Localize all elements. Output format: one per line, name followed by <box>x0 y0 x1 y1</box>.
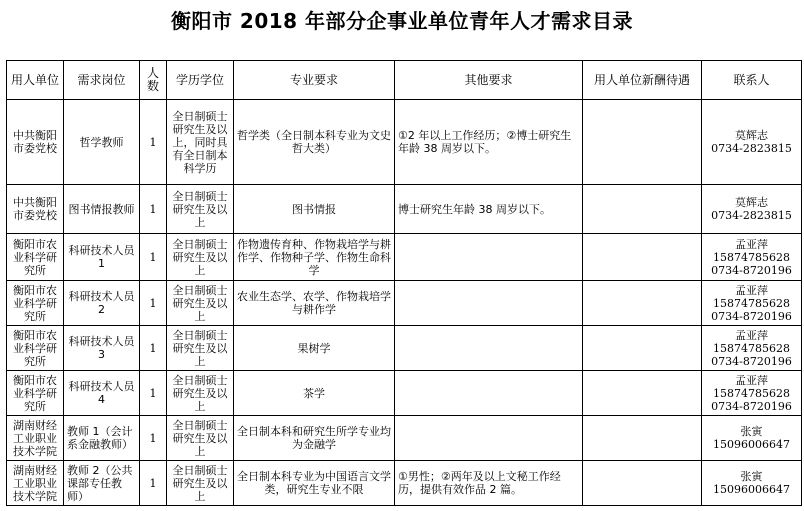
contact-phone: 15874785628 <box>713 296 790 310</box>
cell-other <box>395 371 583 416</box>
header-position: 需求岗位 <box>64 61 140 100</box>
cell-position: 科研技术人员 3 <box>64 326 140 371</box>
cell-count: 1 <box>140 416 167 461</box>
table-row <box>7 371 802 416</box>
table-row <box>7 100 802 185</box>
contact-phone: 0734-2823815 <box>711 142 792 155</box>
cell-count: 1 <box>140 100 167 185</box>
contact-phone: 15874785628 <box>713 341 790 355</box>
contact-name: 孟亚萍 <box>735 237 768 251</box>
contact-name: 孟亚萍 <box>735 373 768 387</box>
contact-name: 莫辉志 <box>735 129 768 142</box>
cell-major: 全日制本科和研究生所学专业均为金融学 <box>234 416 395 461</box>
cell-count: 1 <box>140 281 167 326</box>
cell-major: 农业生态学、农学、作物栽培学与耕作学 <box>234 281 395 326</box>
contact-phone-2: 0734-8720196 <box>711 309 792 323</box>
header-contact: 联系人 <box>702 61 802 100</box>
table-row <box>7 185 802 234</box>
header-count: 人数 <box>140 61 167 100</box>
cell-contact <box>702 326 802 371</box>
cell-other <box>395 234 583 281</box>
contact-phone-2: 0734-8720196 <box>711 354 792 368</box>
header-degree: 学历学位 <box>167 61 234 100</box>
cell-count: 1 <box>140 371 167 416</box>
cell-salary <box>583 185 702 234</box>
cell-degree: 全日制硕士研究生及以上 <box>167 185 234 234</box>
cell-other: ①2 年以上工作经历；②博士研究生年龄 38 周岁以下。 <box>395 100 583 185</box>
table-row <box>7 281 802 326</box>
talent-demand-table <box>6 60 802 506</box>
cell-unit: 湖南财经工业职业技术学院 <box>7 416 64 461</box>
contact-name: 孟亚萍 <box>735 283 768 297</box>
contact-phone: 0734-2823815 <box>711 209 792 222</box>
cell-contact <box>702 371 802 416</box>
cell-salary <box>583 326 702 371</box>
cell-degree: 全日制硕士研究生及以上 <box>167 234 234 281</box>
cell-salary <box>583 416 702 461</box>
cell-position: 教师 1（会计系金融教师） <box>64 416 140 461</box>
header-row <box>7 61 802 100</box>
table-row <box>7 461 802 506</box>
cell-position: 图书情报教师 <box>64 185 140 234</box>
header-major: 专业要求 <box>234 61 395 100</box>
cell-count: 1 <box>140 234 167 281</box>
contact-phone: 15096006647 <box>713 438 790 451</box>
table-row <box>7 416 802 461</box>
cell-major: 哲学类（全日制本科专业为文史哲大类） <box>234 100 395 185</box>
cell-contact <box>702 100 802 185</box>
contact-name: 孟亚萍 <box>735 328 768 342</box>
cell-unit: 湖南财经工业职业技术学院 <box>7 461 64 506</box>
cell-unit: 中共衡阳市委党校 <box>7 100 64 185</box>
cell-salary <box>583 100 702 185</box>
cell-count: 1 <box>140 326 167 371</box>
header-unit: 用人单位 <box>7 61 64 100</box>
cell-degree: 全日制硕士研究生及以上 <box>167 461 234 506</box>
contact-name: 张寅 <box>740 425 763 438</box>
cell-other <box>395 281 583 326</box>
cell-degree: 全日制硕士研究生及以上 <box>167 281 234 326</box>
cell-salary <box>583 281 702 326</box>
contact-phone-2: 0734-8720196 <box>711 263 792 277</box>
cell-position: 教师 2（公共课部专任教师） <box>64 461 140 506</box>
contact-phone: 15874785628 <box>713 250 790 264</box>
contact-phone-2: 0734-8720196 <box>711 399 792 413</box>
cell-position: 科研技术人员 2 <box>64 281 140 326</box>
cell-other <box>395 416 583 461</box>
page-title: 衡阳市 2018 年部分企事业单位青年人才需求目录 <box>170 9 634 33</box>
cell-unit: 衡阳市农业科学研究所 <box>7 281 64 326</box>
cell-contact <box>702 461 802 506</box>
cell-salary <box>583 234 702 281</box>
cell-count: 1 <box>140 185 167 234</box>
cell-degree: 全日制硕士研究生及以上 <box>167 371 234 416</box>
cell-major: 图书情报 <box>234 185 395 234</box>
cell-major: 茶学 <box>234 371 395 416</box>
cell-position: 科研技术人员 1 <box>64 234 140 281</box>
header-other: 其他要求 <box>395 61 583 100</box>
cell-contact <box>702 185 802 234</box>
cell-salary <box>583 461 702 506</box>
contact-phone: 15096006647 <box>713 483 790 496</box>
cell-unit: 衡阳市农业科学研究所 <box>7 326 64 371</box>
cell-unit: 衡阳市农业科学研究所 <box>7 234 64 281</box>
cell-contact <box>702 234 802 281</box>
contact-phone: 15874785628 <box>713 386 790 400</box>
cell-contact <box>702 416 802 461</box>
header-salary: 用人单位新酬待遇 <box>583 61 702 100</box>
table-row <box>7 326 802 371</box>
cell-salary <box>583 371 702 416</box>
cell-position: 哲学教师 <box>64 100 140 185</box>
table-row <box>7 234 802 281</box>
cell-other <box>395 326 583 371</box>
cell-degree: 全日制硕士研究生及以上 <box>167 326 234 371</box>
cell-other: 博士研究生年龄 38 周岁以下。 <box>395 185 583 234</box>
cell-contact <box>702 281 802 326</box>
cell-degree: 全日制硕士研究生及以上，同时具有全日制本科学历 <box>167 100 234 185</box>
cell-major: 全日制本科专业为中国语言文学类，研究生专业不限 <box>234 461 395 506</box>
cell-major: 果树学 <box>234 326 395 371</box>
cell-position: 科研技术人员 4 <box>64 371 140 416</box>
cell-degree: 全日制硕士研究生及以上 <box>167 416 234 461</box>
cell-other: ①男性；②两年及以上文秘工作经历，提供有效作品 2 篇。 <box>395 461 583 506</box>
contact-name: 莫辉志 <box>735 196 768 209</box>
cell-unit: 衡阳市农业科学研究所 <box>7 371 64 416</box>
contact-name: 张寅 <box>740 470 763 483</box>
cell-major: 作物遗传育种、作物栽培学与耕作学、作物种子学、作物生命科学 <box>234 234 395 281</box>
cell-count: 1 <box>140 461 167 506</box>
cell-unit: 中共衡阳市委党校 <box>7 185 64 234</box>
